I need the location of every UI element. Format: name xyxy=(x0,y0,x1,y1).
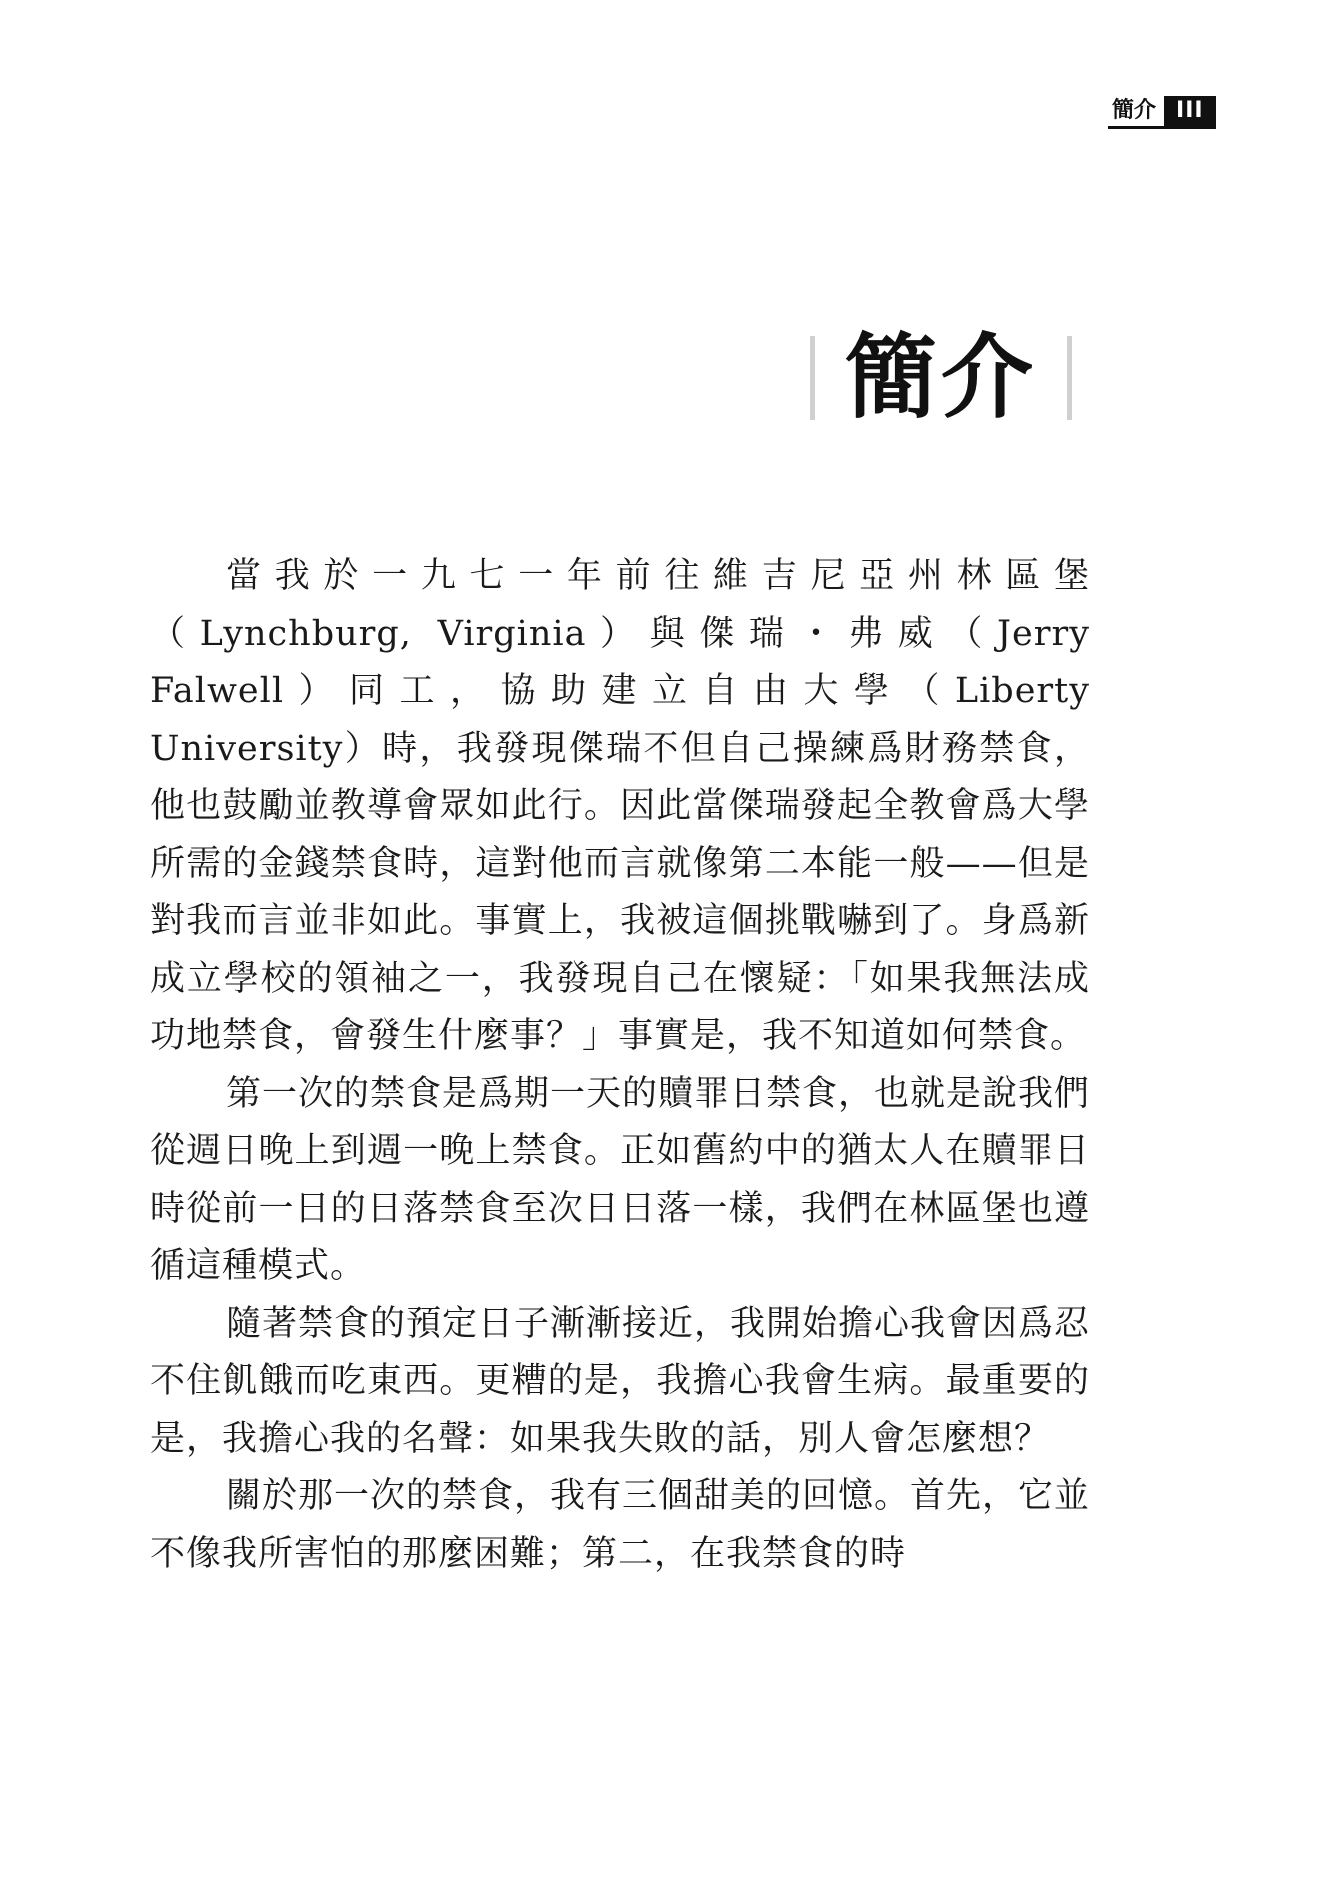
paragraph: 當我於一九七一年前往維吉尼亞州林區堡（Lynchburg, Virginia）與傑瑞・弗威（Jerry Falwell）同工，協助建立自由大學（Liberty University）時，我發現傑瑞不但自己操練爲財務禁食，他也鼓勵並教導會眾如此行。因此當傑瑞發起全教會爲大學所需的金錢禁食時，這對他而言就像第二本能一般——但是對我而言並非如此。事實上，我被這個挑戰嚇到了。身爲新成立學校的領袖之一，我發現自己在懷疑：「如果我無法成功地禁食，會發生什麼事？」事實是，我不知道如何禁食。 xyxy=(150,556,1090,1056)
paragraph: 關於那一次的禁食，我有三個甜美的回憶。首先，它並不像我所害怕的那麼困難；第二，在我禁食的時 xyxy=(150,1476,1091,1574)
running-title: 簡介 xyxy=(1112,98,1157,123)
paragraph: 第一次的禁食是爲期一天的贖罪日禁食，也就是說我們從週日晚上到週一晚上禁食。正如舊約中的猶太人在贖罪日時從前一日的日落禁食至次日日落一樣，我們在林區堡也遵循這種模式。 xyxy=(150,1073,1091,1286)
heading-right-bar xyxy=(1067,336,1072,420)
running-header xyxy=(1108,96,1216,129)
heading-left-bar xyxy=(810,336,815,420)
chapter-heading xyxy=(810,324,1072,431)
paragraph: 隨著禁食的預定日子漸漸接近，我開始擔心我會因爲忍不住飢餓而吃東西。更糟的是，我擔心我會生病。最重要的是，我擔心我的名聲：如果我失敗的話，別人會怎麼想？ xyxy=(150,1303,1091,1459)
chapter-title: 簡介 xyxy=(845,324,1038,431)
page-number: III xyxy=(1164,96,1216,126)
body-text xyxy=(150,548,1090,1583)
